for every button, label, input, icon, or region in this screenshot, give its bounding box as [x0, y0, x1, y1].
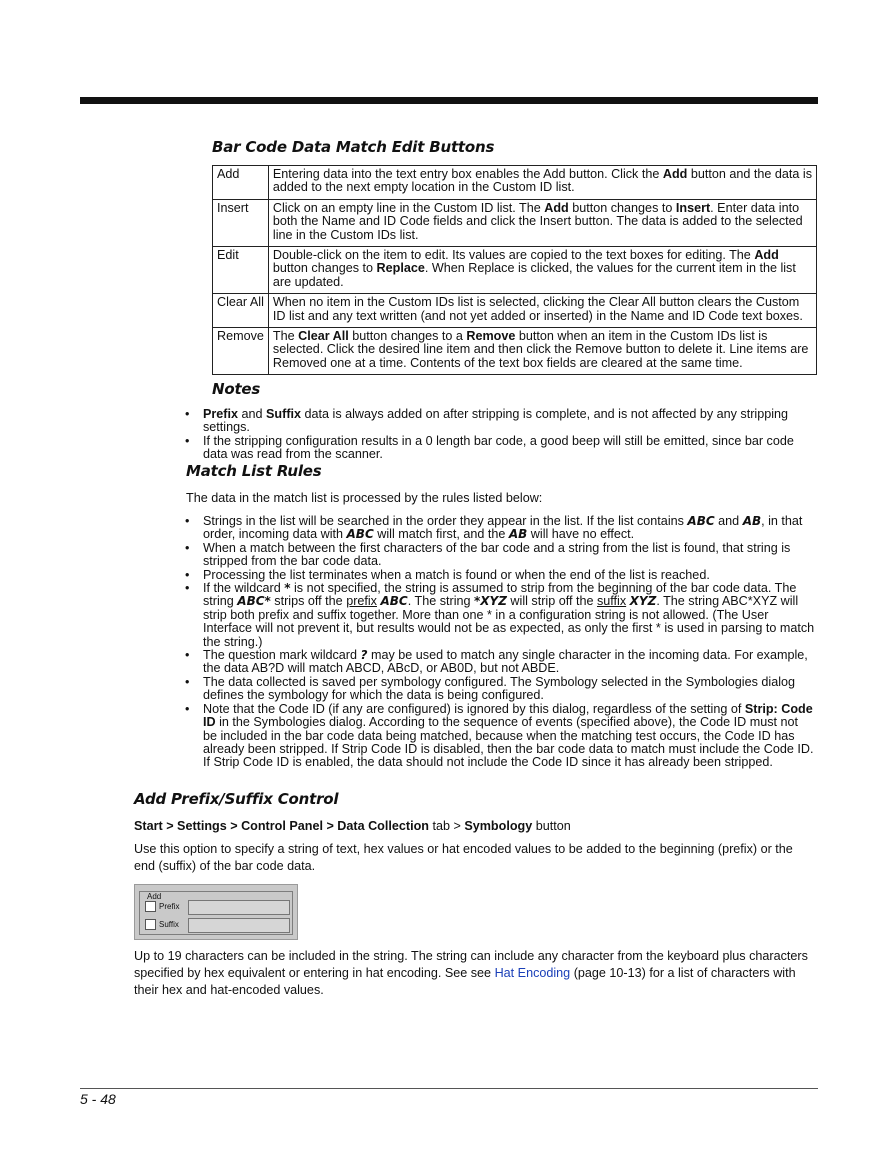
text-run: may be used to match any single character in the incoming data. For example, the data AB?D will match ABCD, ABcD, or AB0D, but not ABDE.: [203, 648, 808, 676]
bold-text: Add: [662, 167, 688, 181]
suffix-input[interactable]: [188, 918, 290, 933]
text-run: and: [238, 407, 267, 421]
code-text: ABC: [380, 594, 408, 609]
list-item: [185, 542, 815, 569]
text-run: button changes to: [272, 261, 377, 276]
match-rules-list: [185, 515, 815, 770]
button-name-cell: Insert: [213, 199, 269, 246]
bold-text: Clear All: [298, 329, 349, 344]
notes-list: [185, 408, 815, 462]
bold-text: Start > Settings > Control Panel > Data Collection: [134, 819, 429, 833]
bold-text: Suffix: [266, 407, 302, 421]
text-run: Double-click on the item to edit. Its values are copied to the text boxes for editing. The: [272, 248, 755, 263]
text-run: If the stripping configuration results in a 0 length bar code, a good beep will still be emitted, since bar code data was read from the scanner.: [203, 433, 794, 462]
table-row: [213, 294, 817, 328]
bold-text: Insert: [675, 200, 711, 215]
add-group-label: Add: [147, 892, 162, 901]
code-text: AB: [508, 527, 528, 542]
button-name-cell: Edit: [213, 247, 269, 294]
code-text: *XYZ: [474, 594, 507, 609]
closing-paragraph: [134, 948, 816, 999]
text-run: When a match between the first characters of the bar code and a string from the list is found, that string is stripped from the bar code data.: [203, 540, 791, 569]
list-item: [185, 703, 815, 770]
text-run: will match first, and the: [373, 527, 509, 542]
prefix-checkbox[interactable]: [145, 901, 156, 912]
text-run: The data collected is saved per symbology configured. The Symbology selected in the Symbologies dialog defines the symbology for which the data is being configured.: [203, 674, 796, 703]
text-run: strips off the: [270, 594, 347, 609]
header-rule: [80, 97, 818, 104]
text-run: , in that order, incoming data with: [203, 514, 803, 542]
text-run: button and the data is added to the next empty location in the Custom ID list.: [272, 167, 812, 195]
text-run: The: [272, 329, 299, 344]
text-run: Note that the Code ID (if any are configured) is ignored by this dialog, regardless of the setting of: [203, 701, 745, 716]
bold-text: Remove: [466, 329, 516, 344]
text-run: Entering data into the text entry box enables the Add button. Click the: [272, 167, 663, 181]
bold-text: Strip: Code ID: [203, 701, 813, 730]
list-item: [185, 408, 815, 435]
text-run: in the Symbologies dialog. According to the sequence of events (specified above), the Code ID must not be included in the bar code data being matched, because when the matching test occurs, the Code ID has already been stripped. If Strip Code ID is disabled, then the bar code data to match must include the Code ID. If Strip Code ID is enabled, the data should not include the Code ID since it has already been stripped.: [203, 715, 814, 770]
text-run: and: [714, 514, 743, 528]
text-run: button changes to: [568, 200, 676, 215]
text-run: button when an item in the Custom IDs list is selected. Click the desired line item and then click the Remove button to delete it. Line items are Removed one at a time. Contents of the text box fields are cleared at the same time.: [272, 329, 809, 370]
text-run: When no item in the Custom IDs list is selected, clicking the Clear All button clears the Custom ID list and any text written (and not yet added or inserted) in the Name and ID Code text boxes.: [272, 295, 803, 323]
suffix-label: Suffix: [159, 920, 179, 929]
code-text: ABC: [687, 514, 715, 528]
list-item: [185, 515, 815, 542]
table-row: [213, 328, 817, 375]
table-row: [213, 166, 817, 200]
suffix-checkbox[interactable]: [145, 919, 156, 930]
closing-text-before: Up to 19 characters can be included in the string. The string can include any character from the keyboard plus characters specified by hex equivalent or entering in hat encoding. See see: [134, 949, 808, 980]
bold-text: Symbology: [464, 819, 533, 833]
text-run: Processing the list terminates when a match is found or when the end of the list is reached.: [203, 567, 710, 582]
button-description-cell: [268, 166, 816, 200]
add-group-box: [139, 891, 293, 935]
hat-encoding-link[interactable]: Hat Encoding: [494, 966, 571, 980]
menu-path: [134, 820, 814, 833]
text-run: . The string: [407, 594, 474, 609]
list-item: [185, 649, 815, 676]
text-run: . When Replace is clicked, the values for the current item in the list are updated.: [272, 261, 796, 289]
list-item: [185, 569, 815, 582]
section-title: Bar Code Data Match Edit Buttons: [212, 138, 495, 156]
underlined-text: prefix: [346, 594, 377, 609]
bold-text: Replace: [376, 261, 425, 276]
table-row: [213, 247, 817, 294]
text-run: Click on an empty line in the Custom ID list. The: [272, 200, 545, 215]
button-description-cell: [268, 294, 816, 328]
text-run: tab >: [428, 819, 465, 833]
prefix-input[interactable]: [188, 900, 290, 915]
code-text: ?: [360, 648, 368, 663]
text-run: . Enter data into both the Name and ID Code fields and click the Insert button. The data is added to the selected line in the Custom IDs list.: [272, 200, 803, 242]
bold-text: Add: [754, 248, 779, 263]
button-name-cell: Remove: [213, 328, 269, 375]
list-item: [185, 676, 815, 703]
suffix-checkbox-row[interactable]: [145, 918, 179, 932]
text-run: will strip off the: [506, 594, 597, 609]
footer-rule: [80, 1088, 818, 1089]
closing-text-after: (page 10-13) for a list of characters with their hex and hat-encoded values.: [134, 966, 796, 997]
match-rules-intro: The data in the match list is processed by the rules listed below:: [186, 491, 543, 505]
text-run: Strings in the list will be searched in the order they appear in the list. If the list contains: [203, 514, 688, 528]
text-run: button changes to a: [348, 329, 467, 344]
list-item: [185, 582, 815, 649]
list-item: [185, 435, 815, 462]
button-name-cell: Clear All: [213, 294, 269, 328]
add-prefix-suffix-widget: [134, 884, 298, 940]
text-run: If the wildcard: [203, 581, 285, 596]
bold-text: Add: [544, 200, 569, 215]
code-text: *: [284, 581, 291, 596]
button-description-cell: [268, 199, 816, 246]
prefix-checkbox-row[interactable]: [145, 900, 179, 914]
button-description-cell: [268, 328, 816, 375]
code-text: XYZ: [629, 594, 657, 609]
text-run: is not specified, the string is assumed to strip from the beginning of the bar code data. The string: [203, 581, 797, 609]
bold-text: Prefix: [203, 407, 239, 421]
code-text: ABC*: [237, 594, 271, 609]
text-run: will have no effect.: [527, 527, 635, 542]
match-rules-title: Match List Rules: [186, 462, 322, 480]
notes-title: Notes: [212, 380, 261, 398]
text-run: . The string ABC*XYZ will strip both prefix and suffix together. More than one * in a configuration string is not allowed. (The User Interface will not prevent it, but results would not be as expected, as only the first * is used in parsing to match the string.): [203, 594, 815, 649]
button-name-cell: Add: [213, 166, 269, 200]
button-description-cell: [268, 247, 816, 294]
edit-buttons-table: [212, 165, 817, 375]
underlined-text: suffix: [596, 594, 627, 609]
text-run: data is always added on after stripping is complete, and is not affected by any stripping settings.: [203, 407, 789, 435]
text-run: The question mark wildcard: [203, 648, 361, 663]
prefix-label: Prefix: [159, 902, 180, 911]
table-row: [213, 199, 817, 246]
prefix-suffix-title: Add Prefix/Suffix Control: [134, 790, 339, 808]
code-text: AB: [742, 514, 762, 528]
text-run: button: [532, 819, 571, 833]
code-text: ABC: [346, 527, 374, 542]
page-number: 5 - 48: [80, 1091, 116, 1107]
prefix-suffix-description: Use this option to specify a string of text, hex values or hat encoded values to be added to the beginning (prefix) or the end (suffix) of the bar code data.: [134, 842, 793, 873]
